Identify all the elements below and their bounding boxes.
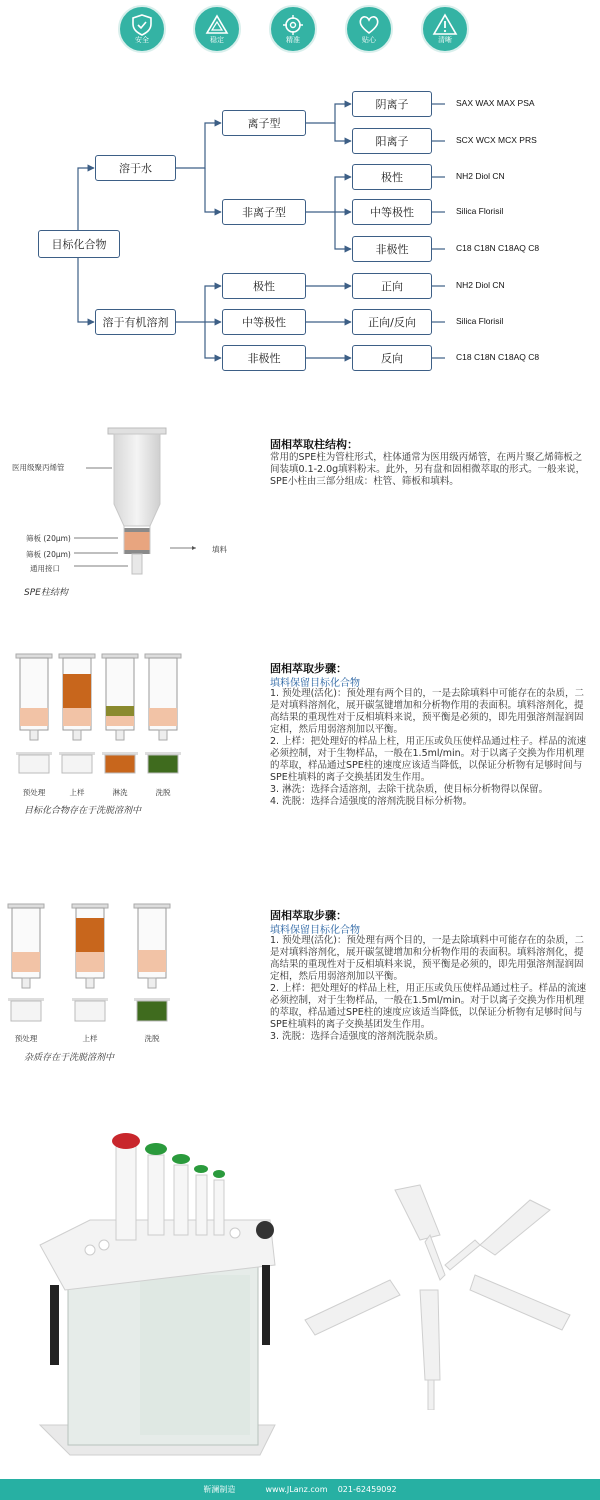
steps2-caption: 杂质存在于洗脱溶剂中 [24,1053,115,1063]
tree-water-nonpolar: 非极性 [352,236,432,262]
steps1-tubes [16,654,181,740]
steps2-title: 固相萃取步骤： [270,909,347,922]
tree-water-mid: 中等极性 [352,199,432,225]
footer-phone: 021-62459092 [337,1485,397,1494]
feature-label: 安全 [135,36,149,44]
structure-body: 常用的SPE柱为管柱形式，柱体通常为医用级丙烯管，在两片聚乙烯筛板之间装填0.1-2.0g填料粉末。此外，另有盘和固相微萃取的形式。一般来说，SPE小柱由三部分组成：柱管、筛板和填料。 [270,452,586,487]
footer-contact [265,1485,396,1494]
steps2-step: 3. 洗脱：选择合适强度的溶剂洗脱杂质。 [270,1031,444,1042]
tree-normal-reverse-phase: 正向/反向 [352,309,432,335]
label-frit-bottom: 筛板 (20μm) [26,550,71,559]
tree-nonionic: 非离子型 [222,199,306,225]
tree-water: 溶于水 [95,155,176,181]
tree-ionic: 离子型 [222,110,306,136]
steps1-subtitle: 填料保留目标化合物 [270,678,360,689]
tree-organic-mid: 中等极性 [222,309,306,335]
structure-title: 固相萃取柱结构： [270,438,358,451]
feature-label: 贴心 [362,36,376,44]
steps2-cup-label: 上样 [82,1034,98,1043]
tree-water-polar: 极性 [352,164,432,190]
sorbent-organic-mid: Silica Florisil [456,316,504,326]
tree-anion: 阴离子 [352,91,432,117]
vacuum-manifold-photo [30,1125,290,1470]
label-packing: 填料 [212,545,227,554]
steps2-cup-label: 洗脱 [144,1034,160,1043]
steps1-diagram [0,650,200,780]
steps2-cups [8,998,170,1021]
label-frit-top: 筛板 (20μm) [26,534,71,543]
footer-bar [0,1479,600,1500]
steps2-cup-label: 预处理 [14,1034,38,1043]
tree-organic-polar: 极性 [222,273,306,299]
tree-cation: 阳离子 [352,128,432,154]
steps1-caption: 目标化合物存在于洗脱溶剂中 [24,806,142,816]
steps2-step: 1. 预处理(活化)：预处理有两个目的，一是去除填料中可能存在的杂质，二是对填料溶剂化，展开碳氢键增加和分析物作用的表面积。填料溶剂化，提高结果的重现性对于反相填料来说，预平衡是必须的，即先用强溶剂湿润固定相，然后用弱溶剂加以平衡。 [270,935,584,982]
steps1-step: 1. 预处理(活化)：预处理有两个目的，一是去除填料中可能存在的杂质，二是对填料溶剂化，展开碳氢键增加和分析物作用的表面积。填料溶剂化，提高结果的重现性对于反相填料来说，预平衡是必须的，即先用强溶剂湿润固定相，然后用弱溶剂加以平衡。 [270,688,584,735]
sorbent-water-mid: Silica Florisil [456,206,504,216]
steps2-step: 2. 上样：把处理好的样品上柱，用正压或负压使样品通过柱子。样品的流速必须控制，对于生物样品，一般在1.5ml/min。对于以离子交换为作用机理的萃取，样品通过SPE柱的速度应该适当降低，以保证分析物有足够时间与SPE柱填料的离子交换基团发生作用。 [270,983,587,1030]
spe-cartridges-photo [300,1180,590,1410]
steps2-body [270,935,588,1043]
steps2-diagram [0,900,200,1030]
steps1-body [270,688,588,808]
tree-root: 目标化合物 [38,230,120,258]
tree-reverse-phase: 反向 [352,345,432,371]
tree-organic-nonpolar: 非极性 [222,345,306,371]
feature-label: 精准 [286,36,300,44]
sorbent-cation: SCX WCX MCX PRS [456,135,537,145]
sorbent-organic-polar: NH2 Diol CN [456,280,505,290]
footer-brand: 靳澜制造 [203,1485,236,1494]
steps1-cup-label: 预处理 [22,788,46,797]
label-port: 通用接口 [30,564,60,573]
steps1-title: 固相萃取步骤： [270,662,347,675]
structure-caption: SPE柱结构 [24,588,68,598]
sorbent-organic-nonpolar: C18 C18N C18AQ C8 [456,352,540,362]
steps1-cups [16,752,181,773]
sorbent-water-nonpolar: C18 C18N C18AQ C8 [456,243,540,253]
sorbent-anion: SAX WAX MAX PSA [456,98,535,108]
footer-site[interactable]: www.JLanz.com [265,1485,328,1494]
steps1-step: 3. 淋洗：选择合适溶剂，去除干扰杂质，使目标分析物得以保留。 [270,784,549,795]
steps1-step: 4. 洗脱：选择合适强度的溶剂洗脱目标分析物。 [270,796,473,807]
tree-normal-phase: 正向 [352,273,432,299]
tree-organic: 溶于有机溶剂 [95,309,176,335]
steps1-cup-label: 上样 [69,788,85,797]
feature-label: 清晰 [438,36,452,44]
feature-label: 稳定 [210,36,224,44]
steps1-cup-label: 淋洗 [112,788,128,797]
steps1-cup-label: 洗脱 [155,788,171,797]
steps2-subtitle: 填料保留目标化合物 [270,925,360,936]
steps2-tubes [8,904,170,988]
sorbent-water-polar: NH2 Diol CN [456,171,505,181]
label-tube: 医用级聚丙烯管 [12,463,65,472]
steps1-step: 2. 上样：把处理好的样品上柱，用正压或负压使样品通过柱子。样品的流速必须控制，对于生物样品，一般在1.5ml/min。对于以离子交换为作用机理的萃取，样品通过SPE柱的速度应该适当降低，以保证分析物有足够时间与SPE柱填料的离子交换基团发生作用。 [270,736,587,783]
